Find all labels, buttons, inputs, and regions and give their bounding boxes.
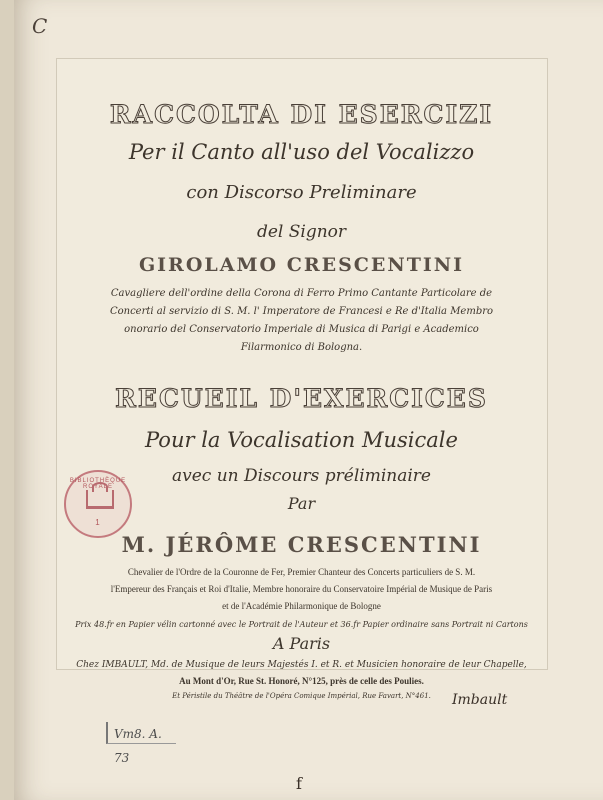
- bio-italian-line-3: onorario del Conservatorio Imperiale di Musica di Parigi e Academico: [124, 324, 479, 335]
- library-stamp: [64, 470, 132, 538]
- shelfmark: Vm8. A. 73: [106, 722, 176, 744]
- bio-italian-line-4: Filarmonico di Bologna.: [240, 342, 363, 353]
- author-french: M. JÉRÔME CRESCENTINI: [121, 532, 482, 557]
- corner-letter: C: [32, 14, 48, 38]
- bio-italian-line-1: Cavagliere dell'ordine della Corona di Ferro Primo Cantante Particolare de: [110, 288, 493, 299]
- preliminary-italian: con Discorso Preliminare: [186, 182, 417, 203]
- bio-french-line-1: Chevalier de l'Ordre de la Couronne de Fer, Premier Chanteur des Concerts particuliers de S. M.: [127, 567, 476, 577]
- by-french: Par: [287, 494, 316, 513]
- address-line-2: Et Péristile du Théâtre de l'Opéra Comique Impérial, Rue Favart, N°461.: [172, 692, 431, 700]
- address-line: Au Mont d'Or, Rue St. Honoré, N°125, près de celle des Poulies.: [179, 676, 424, 686]
- folio-mark: f: [296, 774, 302, 793]
- by-italian: del Signor: [256, 222, 347, 242]
- price-line: Prix 48.fr en Papier vélin cartonné avec le Portrait de l'Auteur et 36.fr Papier ordinaire sans Portrait ni Cartons: [75, 620, 528, 629]
- bio-french-line-2: l'Empereur des Français et Roi d'Italie, Membre honoraire du Conservatoire Impérial de Musique de Paris: [110, 584, 493, 594]
- title-french: RECUEIL D'EXERCICES: [115, 384, 488, 413]
- subtitle-italian: Per il Canto all'uso del Vocalizzo: [128, 140, 475, 164]
- crown-icon: [86, 490, 114, 509]
- handwritten-signature: Imbault: [452, 692, 508, 708]
- bio-italian-line-2: Concerti al servizio di S. M. l' Imperatore de Francesi e Re d'Italia Membro: [109, 306, 494, 317]
- stamp-text: BIBLIOTHÈQUE ROYALE: [69, 478, 127, 490]
- subtitle-french: Pour la Vocalisation Musicale: [145, 428, 458, 452]
- preliminary-french: avec un Discours préliminaire: [172, 466, 431, 486]
- publisher-line: Chez IMBAULT, Md. de Musique de leurs Majestés I. et R. et Musicien honoraire de leur Chapelle,: [76, 660, 527, 670]
- title-italian: RACCOLTA DI ESERCIZI: [109, 100, 494, 129]
- stamp-number: 1: [95, 518, 101, 527]
- place-line: A Paris: [272, 634, 331, 653]
- bio-french-line-3: et de l'Académie Philarmonique de Bologne: [222, 601, 381, 611]
- author-italian: GIROLAMO CRESCENTINI: [138, 254, 465, 276]
